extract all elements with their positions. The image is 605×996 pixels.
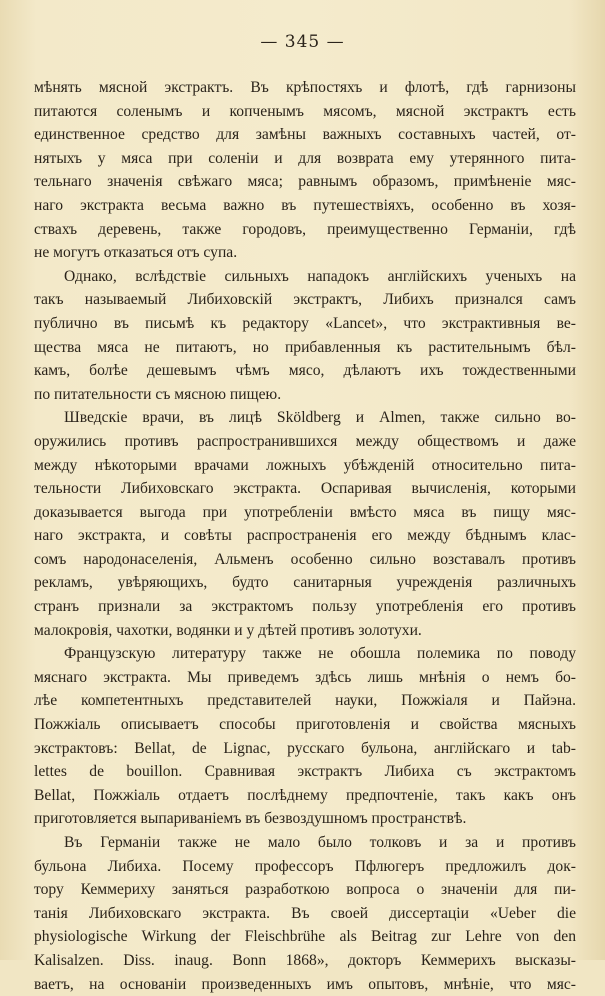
text-line: мяснаго экстракта. Мы приведемъ здѣсь лишь мнѣнія о немъ бо- (34, 668, 576, 686)
text-line: танія Либиховскаго экстракта. Въ своей диссертаціи «Ueber die (34, 904, 576, 922)
text-line: щества мяса не питаютъ, но прибавленныя къ растительнымъ бѣл- (34, 338, 576, 356)
text-line: ствахъ деревень, также городовъ, преимущественно Германіи, гдѣ (34, 220, 576, 238)
text-line: нятыхъ у мяса при соленіи и для возврата ему утерянного пита- (34, 149, 576, 167)
text-line: лѣе компетентныхъ представителей науки, Пожжіаля и Пайэна. (34, 692, 576, 710)
paragraph (34, 831, 576, 996)
text-line: Bellat, Пожжіаль отдаетъ послѣднему предпочтеніе, такъ какъ онъ (34, 786, 576, 804)
text-line: приготовляется выпариваніемъ въ безвоздушномъ пространствѣ. (34, 810, 467, 828)
paragraph (34, 642, 576, 831)
text-line: камъ, болѣе дешевымъ чѣмъ мясо, дѣлаютъ ихъ тождественными (34, 362, 576, 380)
text-line: Шведскіе врачи, въ лицѣ Sköldberg и Almen, также сильно во- (64, 409, 576, 427)
text-line: странъ признали за экстрактомъ пользу употребленія его противъ (34, 598, 576, 616)
text-line: сомъ народонаселенія, Альменъ особенно сильно возставалъ противъ (34, 550, 576, 568)
text-line: Французскую литературу также не обошла полемика по поводу (64, 645, 576, 663)
text-line: по питательности съ мясною пищею. (34, 385, 282, 403)
text-line: мѣнять мясной экстрактъ. Въ крѣпостяхъ и флотѣ, гдѣ гарнизоны (34, 79, 576, 96)
text-line: ваетъ, на основаніи произведенныхъ имъ опытовъ, мнѣніе, что мяс- (34, 975, 576, 993)
text-line: экстрактовъ: Bellat, de Lignac, русскаго бульона, англійскаго и tab- (34, 739, 576, 757)
text-line: тельнаго значенія свѣжаго мяса; равнымъ образомъ, примѣненіе мяс- (34, 173, 576, 191)
text-line: единственное средство для замѣны важныхъ составныхъ частей, от- (34, 126, 576, 144)
text-line: Kalisalzen. Diss. inaug. Bonn 1868», докторъ Кеммерихъ высказы- (34, 951, 576, 969)
text-line: такъ называемый Либиховскій экстрактъ, Либихъ признался самъ (34, 291, 576, 309)
text-line: питаются соленымъ и копченымъ мясомъ, мясной экстрактъ есть (34, 102, 576, 120)
text-line: бульона Либиха. Посему профессоръ Пфлюгеръ предложилъ док- (34, 857, 576, 875)
text-line: наго экстракта, и совѣты распространенія его между бѣднымъ клас- (34, 527, 576, 545)
text-line: Въ Германіи также не мало было толковъ и за и противъ (64, 834, 576, 851)
text-line: lettes de bouillon. Сравнивая экстрактъ Либиха съ экстрактомъ (34, 763, 576, 781)
text-line: не могутъ отказаться отъ супа. (34, 244, 238, 262)
text-line: доказывается выгода при употребленіи вмѣсто мяса въ пищу мяс- (34, 503, 576, 521)
text-line: наго экстракта весьма важно въ путешествіяхъ, особенно въ хозя- (34, 196, 576, 214)
text-line: между нѣкоторыми врачами ложныхъ убѣжденій относительно пита- (34, 456, 576, 474)
text-line: Пожжіаль описываетъ способы приготовленія и свойства мясныхъ (34, 716, 576, 734)
paragraph (34, 406, 576, 642)
paragraph (34, 76, 576, 265)
text-line: малокровія, чахотки, водянки и у дѣтей противъ золотухи. (34, 621, 422, 639)
text-line: physiologische Wirkung der Fleischbrühe als Beitrag zur Lehre von den (34, 928, 576, 946)
text-line: тельности Либиховскаго экстракта. Оспаривая вычисленія, которыми (34, 480, 576, 498)
text-line: публично въ письмѣ къ редактору «Lancet», что экстрактивныя ве- (34, 314, 576, 332)
paragraph (34, 265, 576, 407)
page-body-text (34, 76, 576, 996)
text-line: Однако, вслѣдствіе сильныхъ нападокъ англійскихъ ученыхъ на (64, 267, 576, 285)
text-line: оружились противъ распространившихся между обществомъ и даже (34, 432, 576, 450)
text-line: рекламъ, увѣряющихъ, будто санитарныя учрежденія различныхъ (34, 574, 576, 592)
text-line: тору Кеммериху заняться разработкою вопроса о значеніи для пи- (34, 881, 576, 899)
page-number: — 345 — (260, 32, 345, 52)
